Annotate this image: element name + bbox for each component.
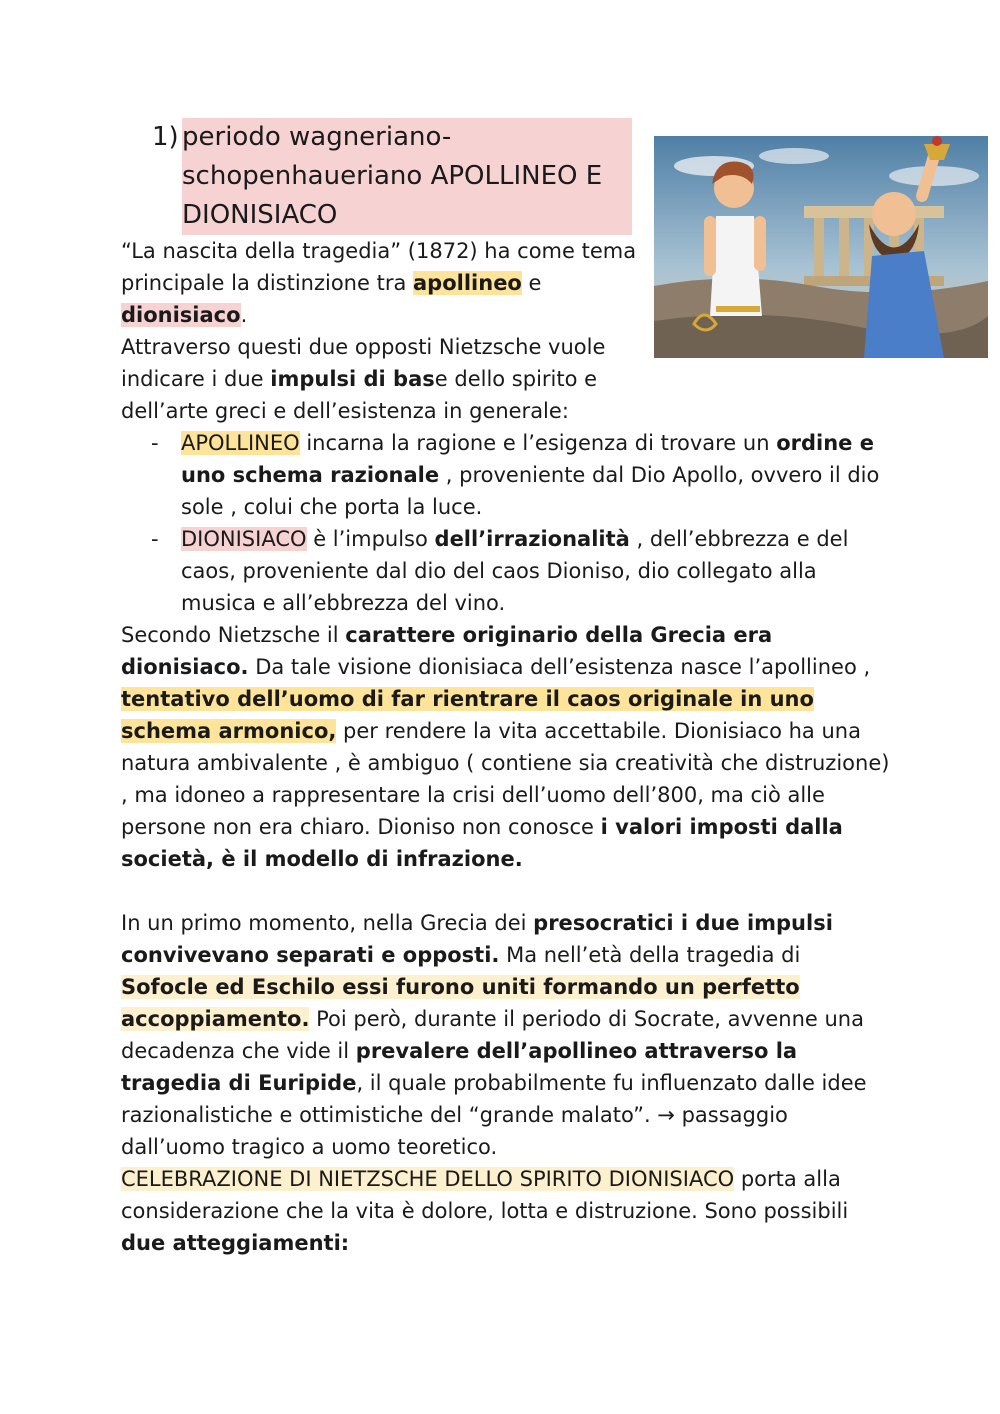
- body-paragraph-2: [121, 907, 891, 1163]
- paragraph-gap: [121, 875, 891, 907]
- list-text: , proveniente dal Dio Apollo, ovvero il dio sole , colui che porta la luce.: [181, 463, 880, 519]
- section-heading: [152, 118, 632, 235]
- apollo-dionysus-illustration: [654, 136, 988, 358]
- list-item-dionisiaco: [121, 523, 881, 619]
- body-paragraph-1: [121, 619, 891, 875]
- bold-valori: i valori imposti dalla società, è il modello di infrazione.: [121, 815, 843, 871]
- intro-paragraph-1: [121, 235, 651, 331]
- intro-text: .: [240, 303, 248, 327]
- intro-text: e dello spirito e dell’arte greci e dell’esistenza in generale:: [121, 367, 598, 423]
- heading-title: periodo wagneriano-schopenhaueriano APOLLINEO E DIONISIACO: [182, 118, 632, 235]
- bold-carattere: carattere originario della Grecia era dionisiaco.: [121, 623, 773, 679]
- term-apollineo: apollineo: [413, 271, 522, 295]
- list-text: è l’impulso: [306, 527, 435, 551]
- body-text: Secondo Nietzsche il: [121, 623, 346, 647]
- bold-irrazionalita: dell’irrazionalità: [434, 527, 630, 551]
- body-text: porta alla considerazione che la vita è dolore, lotta e distruzione. Sono possibili: [121, 1167, 849, 1223]
- body-text: per rendere la vita accettabile. Dionisiaco ha una natura ambivalente , è ambiguo ( contiene sia creatività che distruzione) , ma idoneo a rappresentare la crisi dell’uomo dell’800, ma ciò alle persone non era chiaro. Dioniso non conosce: [121, 719, 890, 839]
- highlight-sofocle: Sofocle ed Eschilo essi furono uniti formando un perfetto accoppiamento.: [121, 975, 800, 1031]
- illustration-svg: [654, 136, 988, 358]
- list-dash: -: [151, 431, 159, 455]
- bold-impulsi: impulsi di bas: [270, 367, 435, 391]
- bold-presocratici: presocratici i due impulsi convivevano separati e opposti.: [121, 911, 833, 967]
- body-text: In un primo momento, nella Grecia dei: [121, 911, 534, 935]
- list-text: , dell’ebbrezza e del caos, proveniente dal dio del caos Dioniso, dio collegato alla musica e all’ebbrezza del vino.: [181, 527, 849, 615]
- intro-text: Attraverso questi due opposti Nietzsche vuole indicare i due: [121, 335, 606, 391]
- body-block: [121, 619, 891, 1259]
- term-dionisiaco: dionisiaco: [121, 303, 241, 327]
- body-text: Da tale visione dionisiaca dell’esistenza nasce l’apollineo ,: [248, 655, 871, 679]
- definition-list: [121, 427, 881, 619]
- list-item-apollineo: [121, 427, 881, 523]
- list-text: incarna la ragione e l’esigenza di trovare un: [299, 431, 777, 455]
- body-paragraph-3: [121, 1163, 891, 1259]
- intro-block: [121, 235, 651, 427]
- list-dash: -: [151, 527, 159, 551]
- highlight-tentativo: tentativo dell’uomo di far rientrare il caos originale in uno schema armonico,: [121, 687, 814, 743]
- bold-atteggiamenti: due atteggiamenti:: [121, 1231, 350, 1255]
- intro-paragraph-2: [121, 331, 651, 427]
- highlight-celebrazione: CELEBRAZIONE DI NIETZSCHE DELLO SPIRITO DIONISIACO: [121, 1167, 735, 1191]
- body-text: , il quale probabilmente fu influenzato dalle idee razionalistiche e ottimistiche del “grande malato”. → passaggio dall’uomo tragico a uomo teoretico.: [121, 1071, 867, 1159]
- term-dionisiaco-heading: DIONISIACO: [181, 527, 307, 551]
- intro-text: “La nascita della tragedia” (1872) ha come tema principale la distinzione tra: [121, 239, 637, 295]
- heading-number: 1): [152, 122, 179, 152]
- bold-ordine: ordine e uno schema razionale: [181, 431, 874, 487]
- body-text: Ma nell’età della tragedia di: [499, 943, 801, 967]
- term-apollineo-heading: APOLLINEO: [181, 431, 300, 455]
- body-text: Poi però, durante il periodo di Socrate, avvenne una decadenza che vide il: [121, 1007, 864, 1063]
- intro-text: e: [521, 271, 542, 295]
- bold-prevalere: prevalere dell’apollineo attraverso la tragedia di Euripide: [121, 1039, 798, 1095]
